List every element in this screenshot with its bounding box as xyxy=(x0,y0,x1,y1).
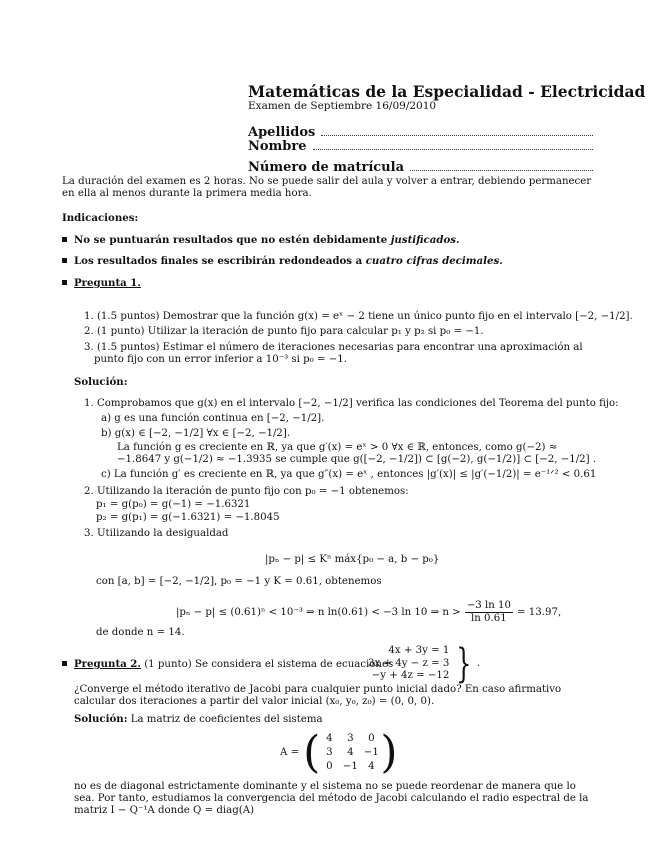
matricula-dotted-line xyxy=(410,161,593,171)
p1-solution-3b: con [a, b] = [−2, −1/2], p₀ = −1 y K = 0.61, obtenemos xyxy=(96,576,382,587)
left-paren-icon: ( xyxy=(303,727,321,778)
pregunta-1-heading: Pregunta 1. xyxy=(62,277,141,290)
p1-solution-3: 3. Utilizando la desigualdad xyxy=(84,528,229,539)
bullet-icon xyxy=(62,237,67,242)
nombre-field xyxy=(248,139,593,154)
bullet-icon xyxy=(62,280,67,285)
p1-question-3: 3. (1.5 puntos) Estimar el número de iteraciones necesarias para encontrar una aproximación al punto fijo con un error inferior a 10⁻³ si p₀ = −1. xyxy=(84,342,583,365)
matricula-label: Número de matrícula xyxy=(248,160,404,175)
matrix-grid: 4 3 0 3 4 −1 0 −1 4 xyxy=(326,733,379,772)
nombre-dotted-line xyxy=(313,140,593,150)
p2-closing-paragraph: no es de diagonal estrictamente dominante y el sistema no se puede reordenar de manera que lo sea. Por tanto, estudiamos la convergencia del método de Jacobi calculando el radio espectral de la matriz I − Q⁻¹A donde Q = diag(A) xyxy=(74,781,589,816)
p2-equation-system: 4x + 3y = 1 3x + 4y − z = 3 −y + 4z = −12 } . xyxy=(368,641,481,687)
p1-solution-3c: de donde n = 14. xyxy=(96,627,185,638)
p1-solution-1c: c) La función g′ es creciente en ℝ, ya que g″(x) = eˣ , entonces |g′(x)| ≤ |g′(−1/2)| = e⁻¹ᐟ² < 0.61 xyxy=(101,469,597,480)
p1-solution-2-p2: p₂ = g(p₁) = g(−1.6321) = −1.8045 xyxy=(96,512,280,523)
p2-question: ¿Converge el método iterativo de Jacobi para cualquier punto inicial dado? En caso afirmativo calcular dos iteraciones a partir del valor inicial (x₀, y₀, z₀) = (0, 0, 0). xyxy=(74,684,562,707)
p1-equation-1: |pₙ − p| ≤ Kⁿ máx{p₀ − a, b − p₀} xyxy=(265,554,440,565)
exam-subtitle: Examen de Septiembre 16/09/2010 xyxy=(248,100,437,112)
p1-solution-2: 2. Utilizando la iteración de punto fijo con p₀ = −1 obtenemos: xyxy=(84,486,409,497)
indicacion-item-1: No se puntuarán resultados que no estén debidamente justificados. xyxy=(62,234,460,247)
matricula-field xyxy=(248,160,593,175)
apellidos-dotted-line xyxy=(321,126,593,136)
pregunta-2-heading: Pregunta 2. (1 punto) Se considera el sistema de ecuaciones xyxy=(62,658,393,671)
p1-solution-1a: a) g es una función continua en [−2, −1/2]. xyxy=(101,413,325,424)
p1-solution-1: 1. Comprobamos que g(x) en el intervalo [−2, −1/2] verifica las condiciones del Teorema del punto fijo: xyxy=(84,398,619,409)
p1-question-1: 1. (1.5 puntos) Demostrar que la función g(x) = eˣ − 2 tiene un único punto fijo en el intervalo [−2, −1/2]. xyxy=(84,311,633,322)
bullet-icon xyxy=(62,661,67,666)
indicaciones-heading: Indicaciones: xyxy=(62,212,139,224)
bullet-icon xyxy=(62,258,67,263)
p2-matrix: A = ( 4 3 0 3 4 −1 0 −1 4 ) xyxy=(280,727,398,778)
brace-icon: } xyxy=(456,641,472,687)
indicacion-item-2: Los resultados finales se escribirán redondeados a cuatro cifras decimales. xyxy=(62,255,503,268)
p2-solution: Solución: La matriz de coeficientes del sistema xyxy=(74,713,323,725)
p1-solution-1b: b) g(x) ∈ [−2, −1/2] ∀x ∈ [−2, −1/2]. xyxy=(101,428,291,439)
right-paren-icon: ) xyxy=(380,727,398,778)
apellidos-field xyxy=(248,125,593,140)
intro-paragraph: La duración del examen es 2 horas. No se puede salir del aula y volver a entrar, debiendo permanecer en ella al menos durante la primera media hora. xyxy=(62,176,592,199)
p1-fraction: $\frac{-3 \ln 10}{\ln 0.61}$ xyxy=(466,600,511,624)
p1-solution-2-p1: p₁ = g(p₀) = g(−1) = −1.6321 xyxy=(96,499,251,510)
exam-title: Matemáticas de la Especialidad - Electricidad xyxy=(248,82,646,101)
p1-solution-1b-detail: La función g es creciente en ℝ, ya que g′(x) = eˣ > 0 ∀x ∈ ℝ, entonces, como g(−2) ≈ −1.8647 y g(−1/2) ≈ −1.3935 se cumple que g([−2, −1/2]) ⊂ [g(−2), g(−1/2)] ⊂ [−2, −1/2] . xyxy=(117,442,597,465)
p1-solution-label: Solución: xyxy=(74,376,128,388)
p1-equation-2: |pₙ − p| ≤ (0.61)ⁿ < 10⁻³ ⇒ n ln(0.61) < −3 ln 10 ⇒ n > $\frac{-3 \ln 10}{\ln 0.61}$ = 13.97, xyxy=(176,600,562,624)
apellidos-label: Apellidos xyxy=(248,125,316,140)
p1-question-2: 2. (1 punto) Utilizar la iteración de punto fijo para calcular p₁ y p₂ si p₀ = −1. xyxy=(84,326,484,337)
nombre-label: Nombre xyxy=(248,139,307,154)
